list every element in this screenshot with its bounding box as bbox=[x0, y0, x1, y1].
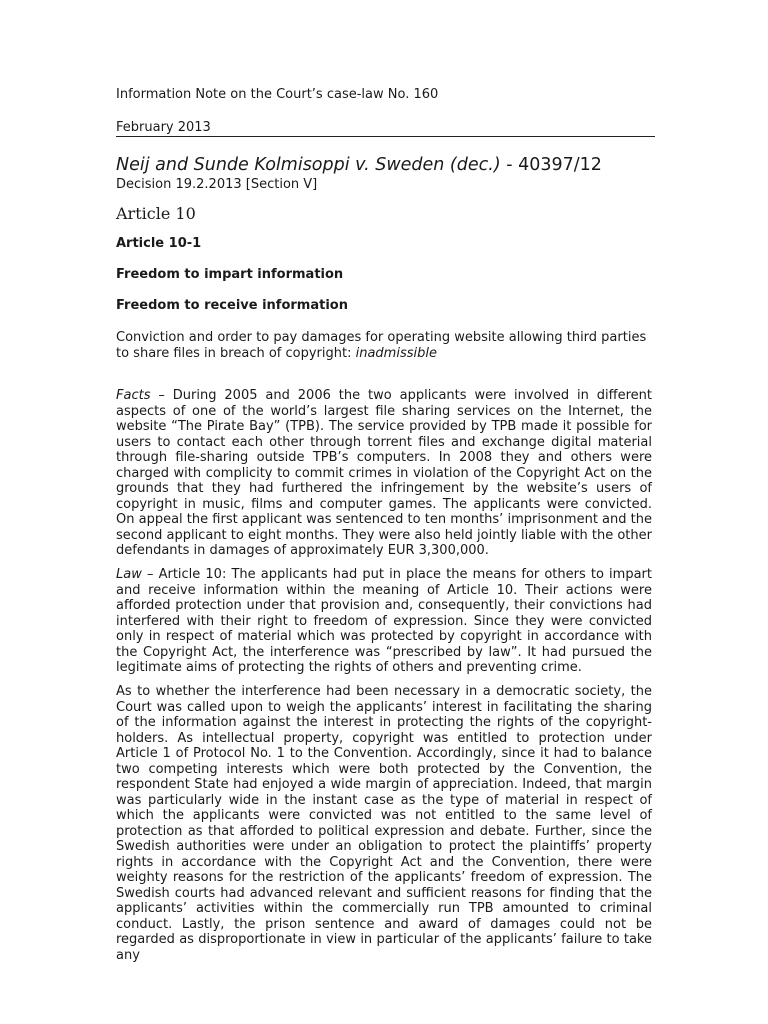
summary-text: Conviction and order to pay damages for operating website allowing third parties to share files in breach of copyright: bbox=[116, 330, 647, 361]
issue-date: February 2013 bbox=[116, 120, 211, 135]
summary-outcome: inadmissible bbox=[355, 345, 437, 361]
case-separator: - bbox=[500, 155, 519, 175]
information-note-title: Information Note on the Court’s case-law No. 160 bbox=[116, 87, 439, 102]
law-text: – Article 10: The applicants had put in place the means for others to impart and receive information within the meaning of Article 10. Their actions were afforded protection under that provision and, consequently, their convictions had interfered with their right to freedom of expression. Since they were convicted only in respect of material which was protected by copyright in accordance with the Copyright Act, the interference was “prescribed by law”. It had pursued the legitimate aims of protecting the rights of others and preventing crime. bbox=[116, 567, 652, 675]
analysis-paragraph: As to whether the interference had been necessary in a democratic society, the Court was called upon to weigh the applicants’ interest in facilitating the sharing of the information against the interest in protecting the rights of the copyright-holders. As intellectual property, copyright was entitled to protection under Article 1 of Protocol No. 1 to the Convention. Accordingly, since it had to balance two competing interests which were both protected by the Convention, the respondent State had enjoyed a wide margin of appreciation. Indeed, that margin was particularly wide in the instant case as the type of material in respect of which the applicants were convicted was not entitled to the same level of protection as that afforded to political expression and debate. Further, since the Swedish authorities were under an obligation to protect the plaintiffs’ property rights in accordance with the Copyright Act and the Convention, there were weighty reasons for the restriction of the applicants’ freedom of expression. The Swedish courts had advanced relevant and sufficient reasons for finding that the applicants’ activities within the commercially run TPB amounted to criminal conduct. Lastly, the prison sentence and award of damages could not be regarded as disproportionate in view in particular of the applicants’ failure to take any bbox=[116, 684, 652, 963]
case-names: Neij and Sunde Kolmisoppi v. Sweden (dec.) bbox=[116, 155, 501, 175]
application-number: 40397/12 bbox=[518, 155, 602, 175]
facts-paragraph bbox=[116, 388, 652, 559]
case-summary bbox=[116, 330, 656, 361]
law-label: Law bbox=[116, 567, 142, 582]
case-title bbox=[116, 154, 602, 176]
article-heading: Article 10 bbox=[116, 204, 196, 223]
facts-text: – During 2005 and 2006 the two applicants were involved in different aspects of one of the world’s largest file sharing services on the Internet, the website “The Pirate Bay” (TPB). The service provided by TPB made it possible for users to contact each other through torrent files and exchange digital material through file-sharing outside TPB’s computers. In 2008 they and others were charged with complicity to commit crimes in violation of the Copyright Act on the grounds that they had furthered the infringement by the website’s users of copyright in music, films and computer games. The applicants were convicted. On appeal the first applicant was sentenced to ten months’ imprisonment and the second applicant to eight months. They were also held jointly liable with the other defendants in damages of approximately EUR 3,300,000. bbox=[116, 388, 652, 558]
keyword-freedom-to-impart: Freedom to impart information bbox=[116, 267, 344, 282]
facts-label: Facts bbox=[116, 388, 151, 403]
law-paragraph bbox=[116, 567, 652, 676]
header-divider bbox=[116, 136, 655, 137]
decision-line: Decision 19.2.2013 [Section V] bbox=[116, 177, 318, 192]
keyword-freedom-to-receive: Freedom to receive information bbox=[116, 298, 348, 313]
keyword-article-10-1: Article 10-1 bbox=[116, 236, 202, 251]
